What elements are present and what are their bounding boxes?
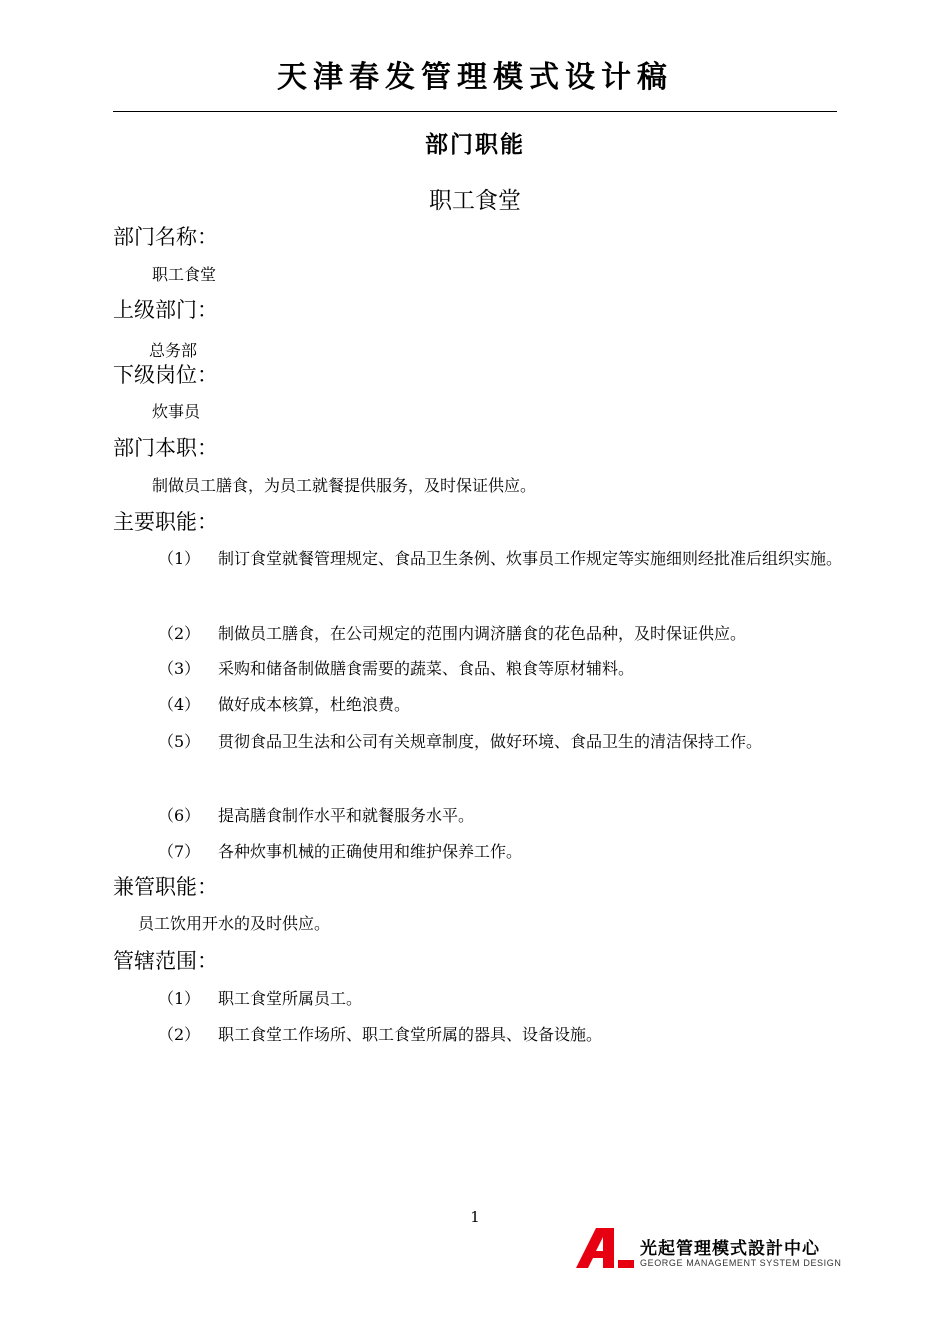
- logo-mark-bar: [618, 1260, 634, 1268]
- function-text: 制做员工膳食，在公司规定的范围内调济膳食的花色品种，及时保证供应。: [218, 624, 747, 643]
- function-number: （3）: [158, 659, 201, 678]
- sub-position-label: 下级岗位：: [113, 363, 218, 387]
- function-number: （5）: [158, 732, 201, 751]
- function-number: （6）: [158, 806, 201, 825]
- function-text: 制订食堂就餐管理规定、食品卫生条例、炊事员工作规定等实施细则经批准后组织实施。: [218, 549, 843, 568]
- logo-chinese-text: 光起管理模式設計中心: [640, 1239, 820, 1259]
- dept-name-value: 职工食堂: [152, 265, 217, 284]
- main-functions-label: 主要职能：: [113, 510, 218, 534]
- dept-name-label: 部门名称：: [113, 225, 218, 249]
- function-text: 做好成本核算，杜绝浪费。: [218, 695, 411, 714]
- dept-duty-label: 部门本职：: [113, 436, 218, 460]
- function-number: （2）: [158, 624, 201, 643]
- section-title: 部门职能: [425, 132, 525, 158]
- scope-label: 管辖范围：: [113, 949, 218, 973]
- function-number: （4）: [158, 695, 201, 714]
- header-divider: [113, 111, 837, 112]
- scope-number: （2）: [158, 1025, 201, 1044]
- sub-position-value: 炊事员: [152, 402, 201, 421]
- function-number: （7）: [158, 842, 201, 861]
- function-text: 贯彻食品卫生法和公司有关规章制度，做好环境、食品卫生的清洁保持工作。: [218, 732, 763, 751]
- department-title: 职工食堂: [429, 188, 521, 214]
- header-title: 天津春发管理模式设计稿: [277, 60, 673, 95]
- parent-dept-value: 总务部: [149, 341, 198, 360]
- page-number: 1: [470, 1208, 480, 1226]
- function-number: （1）: [158, 549, 201, 568]
- dept-duty-value: 制做员工膳食，为员工就餐提供服务，及时保证供应。: [152, 476, 537, 495]
- logo-mark-shape: [576, 1228, 614, 1268]
- scope-number: （1）: [158, 989, 201, 1008]
- logo-english-text: GEORGE MANAGEMENT SYSTEM DESIGN: [640, 1258, 842, 1268]
- george-logo-icon: [576, 1228, 634, 1268]
- function-text: 采购和储备制做膳食需要的蔬菜、食品、粮食等原材辅料。: [218, 659, 635, 678]
- concurrent-functions-value: 员工饮用开水的及时供应。: [138, 914, 331, 933]
- scope-text: 职工食堂工作场所、职工食堂所属的器具、设备设施。: [218, 1025, 603, 1044]
- scope-text: 职工食堂所属员工。: [218, 989, 363, 1008]
- concurrent-functions-label: 兼管职能：: [113, 875, 218, 899]
- function-text: 提高膳食制作水平和就餐服务水平。: [218, 806, 475, 825]
- parent-dept-label: 上级部门：: [113, 298, 218, 322]
- function-text: 各种炊事机械的正确使用和维护保养工作。: [218, 842, 523, 861]
